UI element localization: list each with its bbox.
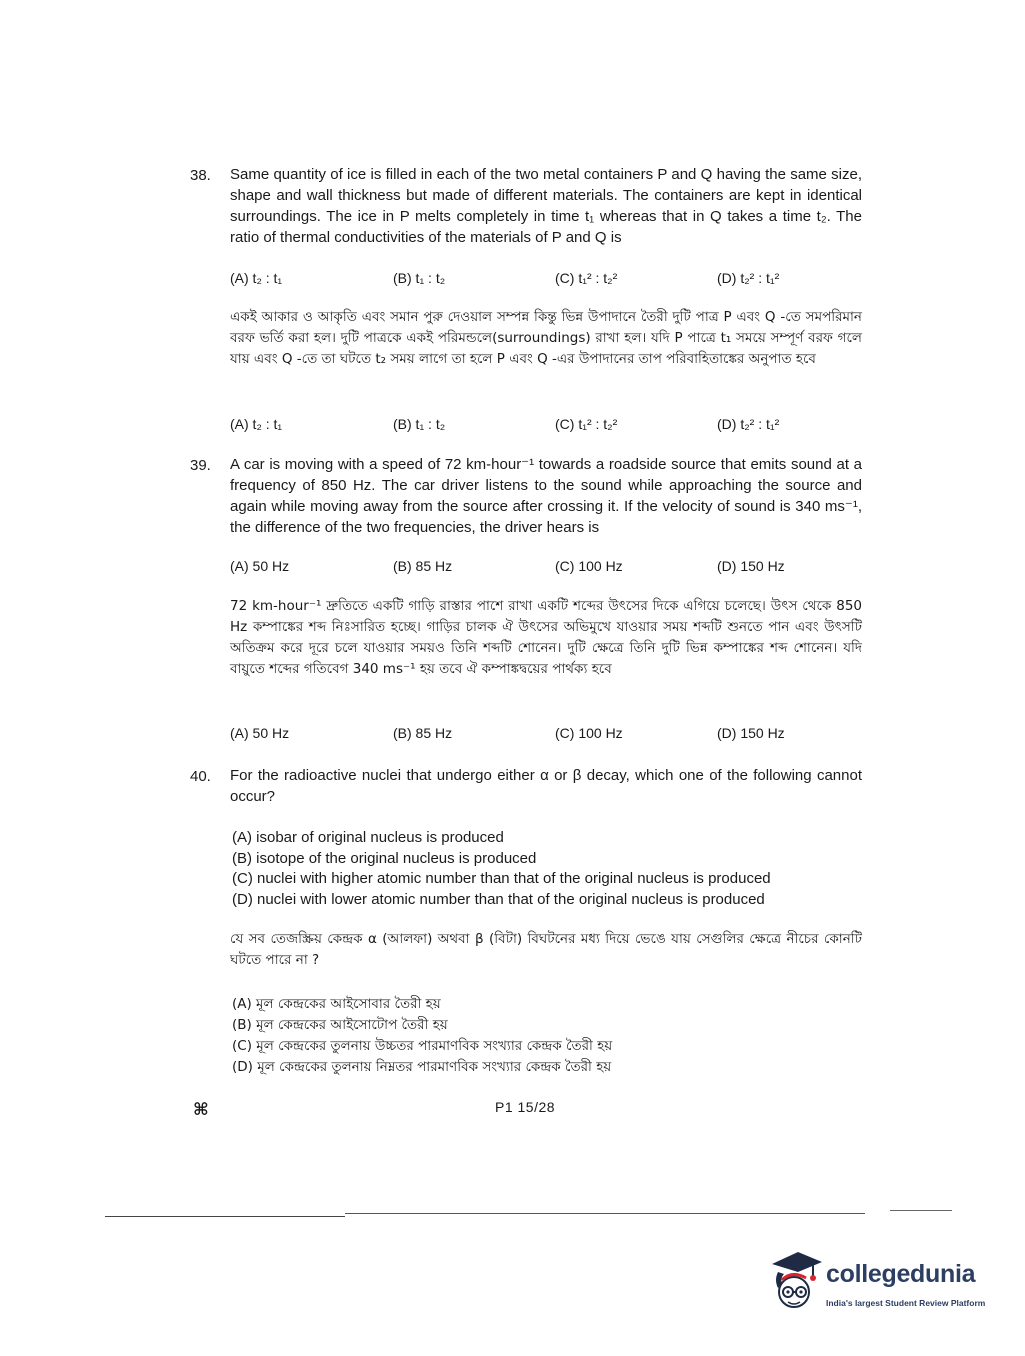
option-b: (B) 85 Hz <box>393 725 453 741</box>
option-b: (B) t₁ : t₂ <box>393 270 446 286</box>
option-d: (D) 150 Hz <box>717 725 785 741</box>
question-39-options-en <box>230 558 862 580</box>
question-40-options-en <box>232 828 872 910</box>
question-39-text-en: A car is moving with a speed of 72 km-hour⁻¹ towards a roadside source that emits sound at a frequency of 850 Hz. The car driver listens to the sound while approaching the source and again while moving away from the source after crossing it. If the velocity of sound is 340 ms⁻¹, the difference of the two frequencies, the driver hears is <box>230 456 862 536</box>
command-mark-icon: ⌘ <box>193 1100 209 1119</box>
option-a: (A) t₂ : t₁ <box>230 270 283 286</box>
option-a: (A) isobar of original nucleus is produced <box>232 829 504 846</box>
option-d: (D) nuclei with lower atomic number than that of the original nucleus is produced <box>232 890 765 908</box>
question-40-text-en: For the radioactive nuclei that undergo either α or β decay, which one of the following cannot occur? <box>230 767 862 805</box>
question-40-options-bn <box>232 994 872 1078</box>
footer-rule-left <box>105 1216 345 1217</box>
option-c: (C) 100 Hz <box>555 725 623 741</box>
collegedunia-logo <box>768 1250 998 1320</box>
option-d: (D) মূল কেন্দ্রকের তুলনায় নিম্নতর পারমাণবিক সংখ্যার কেন্দ্রক তৈরী হয় <box>232 1059 612 1075</box>
mascot-icon <box>768 1250 824 1320</box>
question-38-text-bn: একই আকার ও আকৃতি এবং সমান পুরু দেওয়াল সম্পন্ন কিন্তু ভিন্ন উপাদানে তৈরী দুটি পাত্র P এবং Q -তে সমপরিমান বরফ ভর্তি করা হল। দুটি পাত্রকে একই পরিমন্ডলে(surroundings) রাখা হল। যদি P পাত্রে t₁ সময়ে সম্পূর্ণ বরফ গলে যায় এবং Q -তে তা ঘটতে t₂ সময় লাগে তা হলে P এবং Q -এর উপাদানের তাপ পরিবাহিতাঙ্কের অনুপাত হবে <box>230 309 862 367</box>
question-40-number: 40. <box>190 768 211 785</box>
option-c: (C) nuclei with higher atomic number than that of the original nucleus is produced <box>232 870 771 887</box>
logo-name: collegedunia <box>826 1260 976 1288</box>
logo-tagline: India's largest Student Review Platform <box>826 1298 986 1308</box>
question-38-number: 38. <box>190 167 211 184</box>
option-b: (B) মূল কেন্দ্রকের আইসোটোপ তৈরী হয় <box>232 1017 448 1033</box>
footer-rule-mid <box>345 1213 865 1214</box>
option-d: (D) 150 Hz <box>717 558 785 574</box>
question-39-options-bn <box>230 725 862 747</box>
option-b: (B) t₁ : t₂ <box>393 416 446 432</box>
question-39-text-bn: 72 km-hour⁻¹ দ্রুতিতে একটি গাড়ি রাস্তার পাশে রাখা একটি শব্দের উৎসের দিকে এগিয়ে চলেছে। উৎস থেকে 850 Hz কম্পাঙ্কের শব্দ নিঃসারিত হচ্ছে। গাড়ির চালক ঐ উৎসের অভিমুখে যাওয়ার সময় শব্দটি শুনতে পান এবং উৎসটি অতিক্রম করে দূরে চলে যাওয়ার সময়ও তিনি শব্দটি শোনেন। দুটি ক্ষেত্রে তিনি দুটি ভিন্ন কম্পাঙ্কের শব্দ শোনেন। যদি বায়ুতে শব্দের গতিবেগ 340 ms⁻¹ হয় তবে ঐ কম্পাঙ্কদ্বয়ের পার্থক্য হবে <box>230 598 862 677</box>
option-b: (B) isotope of the original nucleus is produced <box>232 849 537 867</box>
question-39-number: 39. <box>190 457 211 474</box>
page-number: P1 15/28 <box>495 1099 556 1115</box>
question-38-text-en: Same quantity of ice is filled in each of the two metal containers P and Q having the same size, shape and wall thickness but made of different materials. The containers are kept in identical surroundings. The ice in P melts completely in time t₁ whereas that in Q takes a time t₂. The ratio of thermal conductivities of the materials of P and Q is <box>230 166 862 246</box>
option-a: (A) মূল কেন্দ্রকের আইসোবার তৈরী হয় <box>232 996 441 1012</box>
option-c: (C) t₁² : t₂² <box>555 416 618 432</box>
option-d: (D) t₂² : t₁² <box>717 270 780 286</box>
option-b: (B) 85 Hz <box>393 558 453 574</box>
question-38-options-en <box>230 270 862 292</box>
option-a: (A) 50 Hz <box>230 558 290 574</box>
option-c: (C) t₁² : t₂² <box>555 270 618 286</box>
option-c: (C) 100 Hz <box>555 558 623 574</box>
option-c: (C) মূল কেন্দ্রকের তুলনায় উচ্চতর পারমাণবিক সংখ্যার কেন্দ্রক তৈরী হয় <box>232 1038 613 1054</box>
footer-rule-right <box>890 1210 952 1211</box>
option-a: (A) t₂ : t₁ <box>230 416 283 432</box>
option-a: (A) 50 Hz <box>230 725 290 741</box>
option-d: (D) t₂² : t₁² <box>717 416 780 432</box>
question-40-text-bn: যে সব তেজস্ক্রিয় কেন্দ্রক α (আলফা) অথবা β (বিটা) বিঘটনের মধ্য দিয়ে ভেঙে যায় সেগুলির ক্ষেত্রে নীচের কোনটি ঘটতে পারে না ? <box>230 931 862 968</box>
question-38-options-bn <box>230 416 862 438</box>
